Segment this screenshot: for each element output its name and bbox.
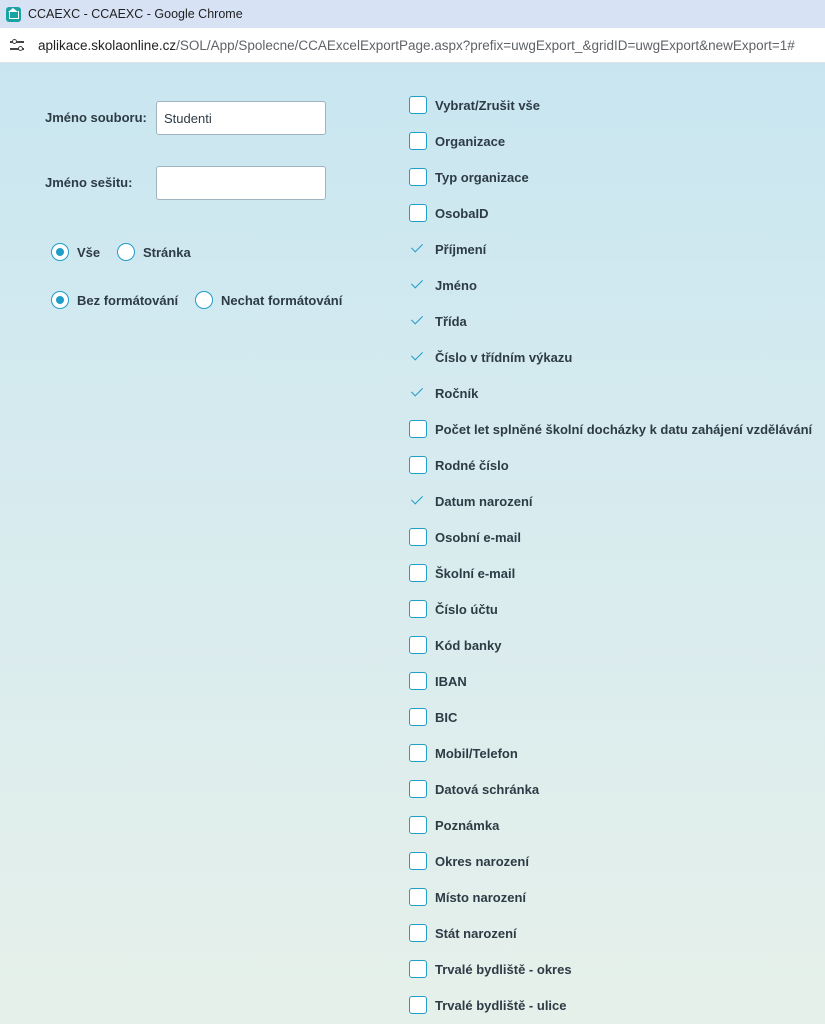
- column-checkbox-item[interactable]: [409, 203, 488, 223]
- sheet-name-label: Jméno sešitu:: [45, 175, 133, 190]
- column-label: Organizace: [435, 133, 506, 149]
- checkbox[interactable]: [409, 204, 427, 222]
- checkbox[interactable]: [409, 924, 427, 942]
- scope-option[interactable]: [117, 243, 191, 261]
- checkbox[interactable]: [409, 744, 427, 762]
- format-label: Nechat formátování: [221, 292, 343, 308]
- export-page: [0, 63, 825, 1024]
- column-label: Trvalé bydliště - okres: [435, 961, 572, 977]
- checkbox[interactable]: [409, 708, 427, 726]
- column-checkbox-item[interactable]: [409, 707, 457, 727]
- column-checkbox-item[interactable]: [409, 347, 572, 367]
- sheet-name-input[interactable]: [156, 166, 326, 200]
- scope-label: Vše: [77, 244, 101, 260]
- format-option[interactable]: [51, 291, 178, 309]
- column-label: Poznámka: [435, 817, 500, 833]
- column-checkbox-item[interactable]: [409, 239, 486, 259]
- column-label: Datum narození: [435, 493, 533, 509]
- column-label: Trvalé bydliště - ulice: [435, 997, 567, 1013]
- checkbox[interactable]: [409, 600, 427, 618]
- column-checkbox-item[interactable]: [409, 491, 533, 511]
- column-label: BIC: [435, 709, 458, 725]
- column-label: Stát narození: [435, 925, 517, 941]
- file-name-label: Jméno souboru:: [45, 110, 147, 125]
- checkbox[interactable]: [409, 888, 427, 906]
- window-titlebar: [0, 0, 825, 28]
- column-checkbox-item[interactable]: [409, 167, 529, 187]
- column-label: Typ organizace: [435, 169, 529, 185]
- checkmark-icon[interactable]: [409, 312, 427, 330]
- column-checkbox-item[interactable]: [409, 635, 501, 655]
- column-label: IBAN: [435, 673, 467, 689]
- checkbox[interactable]: [409, 816, 427, 834]
- checkbox[interactable]: [409, 96, 427, 114]
- column-checkbox-item[interactable]: [409, 995, 567, 1015]
- column-label: Jméno: [435, 277, 477, 293]
- column-label: Kód banky: [435, 637, 502, 653]
- column-label: Mobil/Telefon: [435, 745, 518, 761]
- column-label: Okres narození: [435, 853, 529, 869]
- column-label: Vybrat/Zrušit vše: [435, 97, 541, 113]
- column-checkbox-item[interactable]: [409, 887, 526, 907]
- scope-radio[interactable]: [51, 243, 69, 261]
- column-checkbox-item[interactable]: [409, 671, 467, 691]
- column-label: Rodné číslo: [435, 457, 509, 473]
- checkbox[interactable]: [409, 672, 427, 690]
- column-checkbox-item[interactable]: [409, 275, 477, 295]
- column-checkbox-item[interactable]: [409, 419, 812, 439]
- scope-option[interactable]: [51, 243, 100, 261]
- column-label: Počet let splněné školní docházky k datu zahájení vzdělávání: [435, 421, 813, 437]
- column-label: Místo narození: [435, 889, 527, 905]
- column-label: Číslo účtu: [435, 601, 498, 617]
- column-label: Příjmení: [435, 241, 487, 257]
- file-name-input[interactable]: [156, 101, 326, 135]
- column-label: Ročník: [435, 385, 479, 401]
- checkbox[interactable]: [409, 636, 427, 654]
- column-label: Školní e-mail: [435, 565, 516, 581]
- home-icon: [6, 7, 21, 22]
- column-checkbox-item[interactable]: [409, 599, 498, 619]
- checkbox[interactable]: [409, 132, 427, 150]
- checkbox[interactable]: [409, 420, 427, 438]
- column-label: Osobní e-mail: [435, 529, 521, 545]
- format-radio[interactable]: [51, 291, 69, 309]
- checkbox[interactable]: [409, 456, 427, 474]
- scope-radio[interactable]: [117, 243, 135, 261]
- column-checkbox-item[interactable]: [409, 131, 505, 151]
- column-checkbox-item[interactable]: [409, 959, 572, 979]
- column-checkbox-item[interactable]: [409, 779, 539, 799]
- checkmark-icon[interactable]: [409, 348, 427, 366]
- column-checkbox-item[interactable]: [409, 383, 478, 403]
- column-label: Třída: [435, 313, 467, 329]
- column-checkbox-item[interactable]: [409, 527, 521, 547]
- checkmark-icon[interactable]: [409, 492, 427, 510]
- column-label: OsobaID: [435, 205, 489, 221]
- scope-label: Stránka: [143, 244, 191, 260]
- url-host: aplikace.skolaonline.cz: [38, 37, 177, 53]
- checkbox[interactable]: [409, 960, 427, 978]
- column-label: Datová schránka: [435, 781, 540, 797]
- column-checkbox-item[interactable]: [409, 923, 517, 943]
- checkbox[interactable]: [409, 852, 427, 870]
- format-radio[interactable]: [195, 291, 213, 309]
- checkmark-icon[interactable]: [409, 240, 427, 258]
- column-checkbox-item[interactable]: [409, 743, 518, 763]
- checkmark-icon[interactable]: [409, 384, 427, 402]
- url-text[interactable]: [38, 38, 795, 53]
- url-path: /SOL/App/Spolecne/CCAExcelExportPage.aspx?prefix=uwgExport_&gridID=uwgExport&newExport=1#: [176, 37, 795, 53]
- checkbox[interactable]: [409, 528, 427, 546]
- column-checkbox-item[interactable]: [409, 311, 467, 331]
- checkbox[interactable]: [409, 996, 427, 1014]
- column-checkbox-item[interactable]: [409, 815, 499, 835]
- column-label: Číslo v třídním výkazu: [435, 349, 573, 365]
- address-bar[interactable]: [0, 28, 825, 63]
- checkbox[interactable]: [409, 564, 427, 582]
- window-title: CCAEXC - CCAEXC - Google Chrome: [28, 7, 243, 21]
- select-all-checkbox-item[interactable]: [409, 95, 540, 115]
- column-checkbox-item[interactable]: [409, 563, 515, 583]
- checkbox[interactable]: [409, 168, 427, 186]
- format-label: Bez formátování: [77, 292, 179, 308]
- column-checkbox-item[interactable]: [409, 455, 509, 475]
- checkbox[interactable]: [409, 780, 427, 798]
- site-settings-icon[interactable]: [10, 38, 26, 52]
- format-option[interactable]: [195, 291, 342, 309]
- checkmark-icon[interactable]: [409, 276, 427, 294]
- column-checkbox-item[interactable]: [409, 851, 529, 871]
